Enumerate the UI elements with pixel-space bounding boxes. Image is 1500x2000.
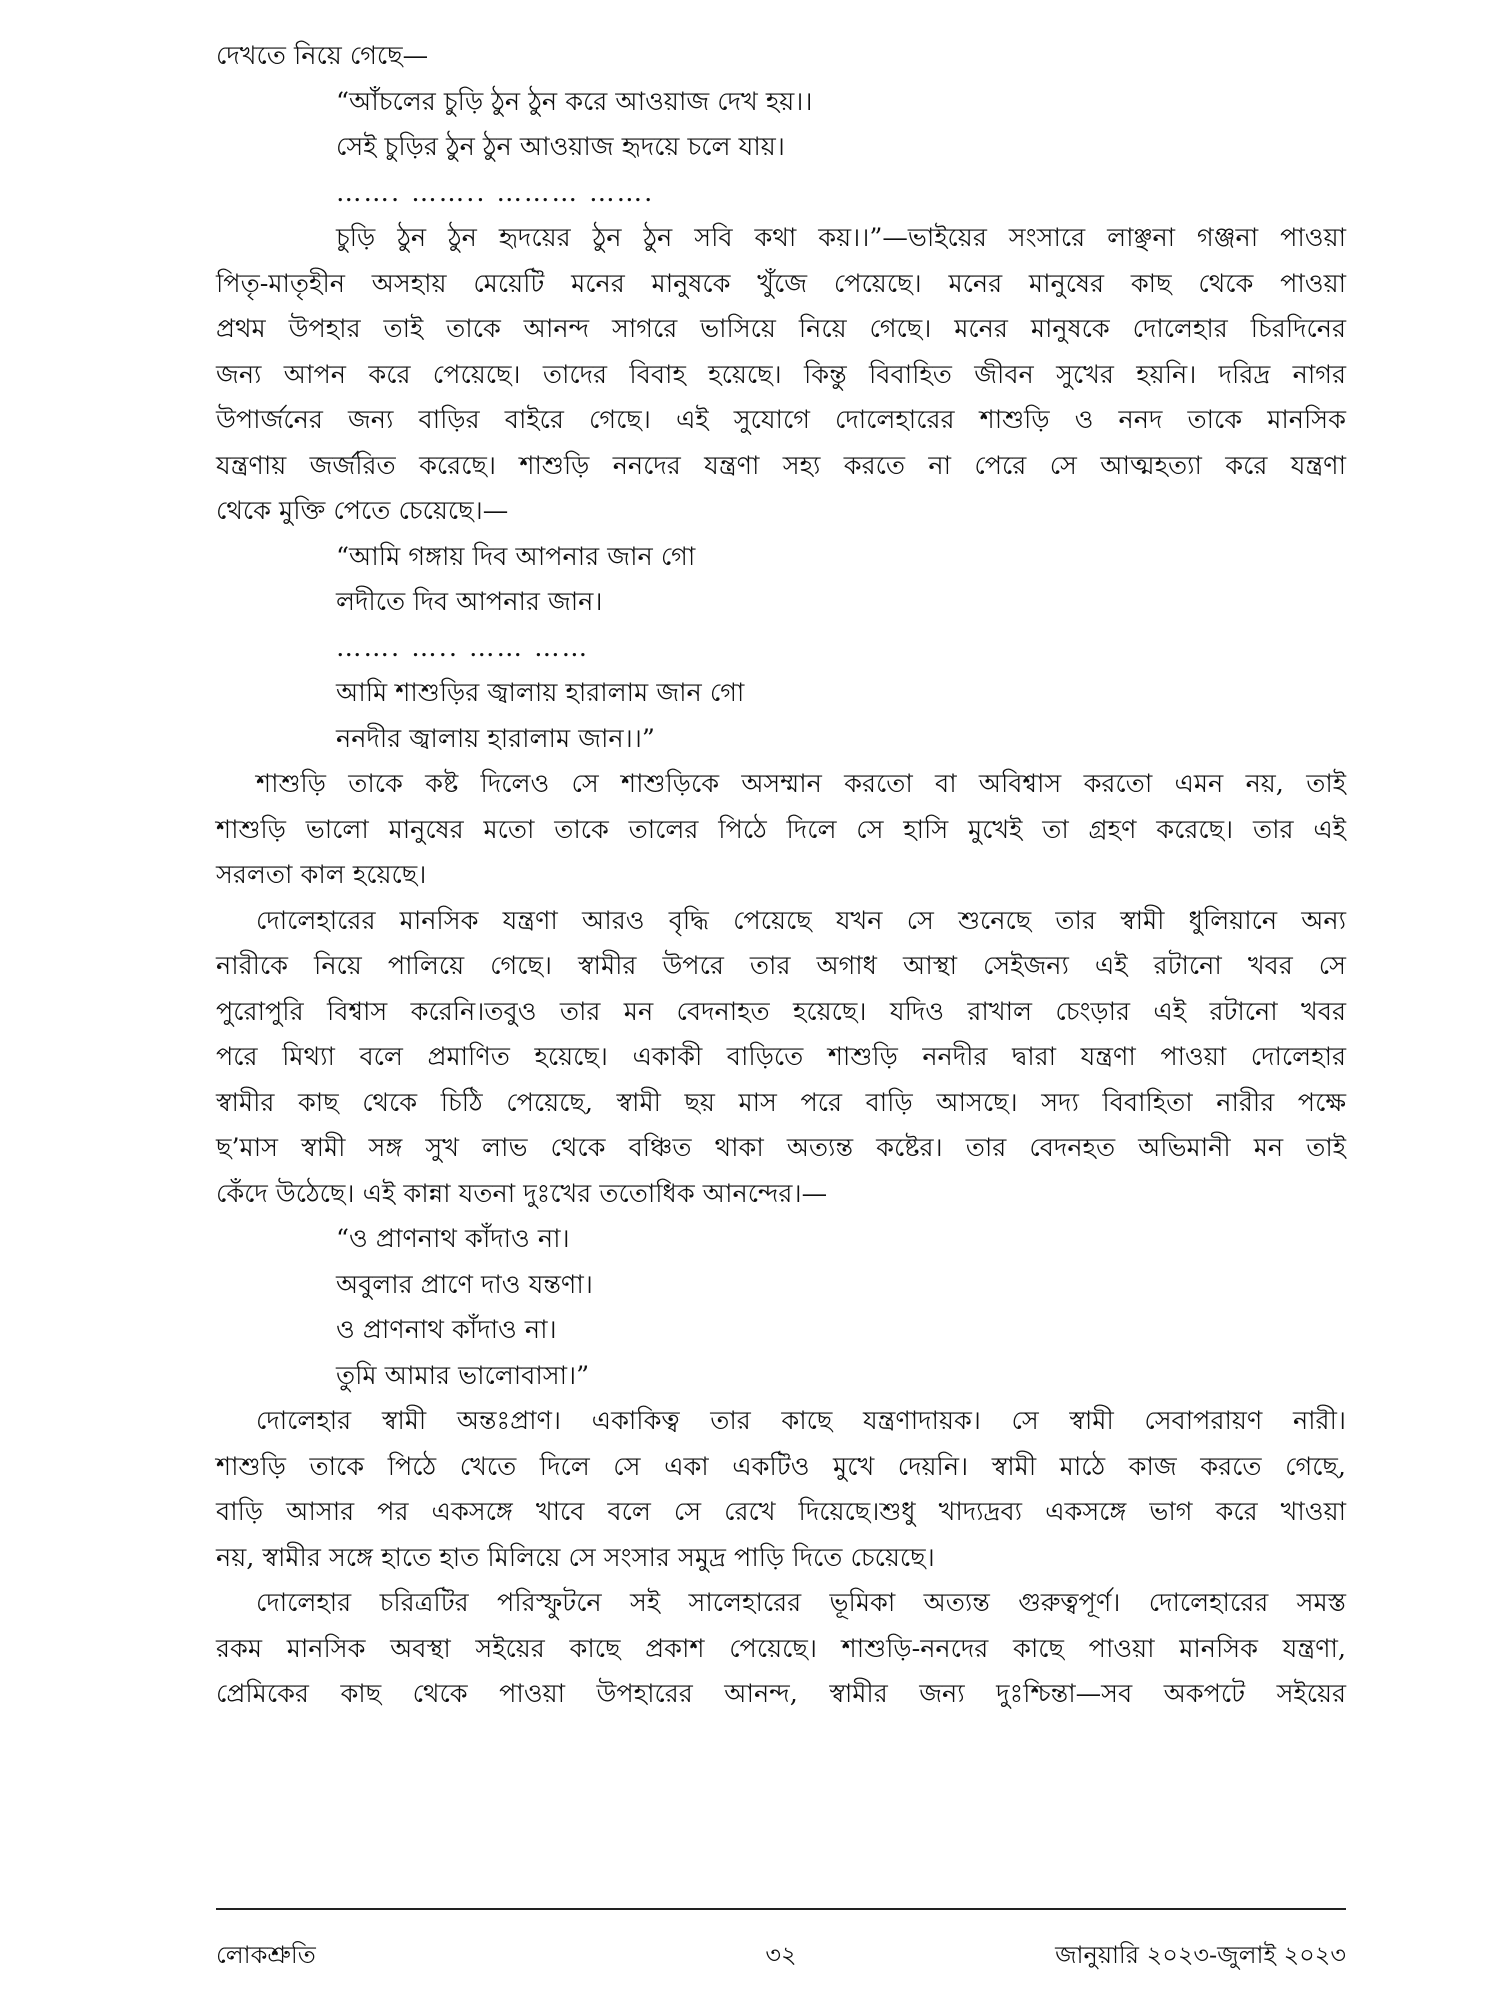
text-line: নয়, স্বামীর সঙ্গে হাতে হাত মিলিয়ে সে সংসার সমুদ্র পাড়ি দিতে চেয়েছে। [216, 1542, 935, 1573]
verse-line: তুমি আমার ভালোবাসা।” [336, 1360, 590, 1391]
text-line: চুড়ি ঠুন ঠুন হৃদয়ের ঠুন ঠুন সবি কথা কয়।।”—ভাইয়ের সংসারে লাঞ্ছনা গঞ্জনা পাওয়া [336, 223, 1346, 253]
text-line: প্রেমিকের কাছ থেকে পাওয়া উপহারের আনন্দ, স্বামীর জন্য দুঃশ্চিন্তা—সব অকপটে সইয়ের [216, 1679, 1346, 1709]
verse-line: অবুলার প্রাণে দাও যন্তণা। [336, 1269, 593, 1300]
text-line: রকম মানসিক অবস্থা সইয়ের কাছে প্রকাশ পেয়েছে। শাশুড়ি-ননদের কাছে পাওয়া মানসিক যন্ত্রণা, [216, 1633, 1346, 1664]
text-line: শাশুড়ি ভালো মানুষের মতো তাকে তালের পিঠে দিলে সে হাসি মুখেই তা গ্রহণ করেছে। তার এই [216, 814, 1346, 845]
text-line: শাশুড়ি তাকে কষ্ট দিলেও সে শাশুড়িকে অসম্মান করতো বা অবিশ্বাস করতো এমন নয়, তাই [256, 769, 1346, 799]
journal-name: লোকশ্রুতি [216, 1941, 316, 1969]
verse-line: “আমি গঙ্গায় দিব আপনার জান গো [336, 541, 696, 572]
text-line: থেকে মুক্তি পেতে চেয়েছে।— [216, 496, 509, 526]
text-line: যন্ত্রণায় জর্জরিত করেছে। শাশুড়ি ননদের যন্ত্রণা সহ্য করতে না পেরে সে আত্মহত্যা করে যন্ত্রণা [216, 450, 1346, 481]
text-line: পরে মিথ্যা বলে প্রমাণিত হয়েছে। একাকী বাড়িতে শাশুড়ি ননদীর দ্বারা যন্ত্রণা পাওয়া দোলেহার [216, 1042, 1346, 1072]
footer-divider [216, 1908, 1346, 1910]
text-line: পিতৃ-মাতৃহীন অসহায় মেয়েটি মনের মানুষকে খুঁজে পেয়েছে। মনের মানুষের কাছ থেকে পাওয়া [216, 268, 1346, 299]
text-line: দেখতে নিয়ে গেছে— [216, 41, 429, 71]
verse-line: ও প্রাণনাথ কাঁদাও না। [336, 1315, 557, 1345]
text-line: উপার্জনের জন্য বাড়ির বাইরে গেছে। এই সুযোগে দোলেহারের শাশুড়ি ও ননদ তাকে মানসিক [216, 405, 1346, 435]
text-line: প্রথম উপহার তাই তাকে আনন্দ সাগরে ভাসিয়ে নিয়ে গেছে। মনের মানুষকে দোলেহার চিরদিনের [216, 314, 1346, 344]
text-line: ছ’মাস স্বামী সঙ্গ সুখ লাভ থেকে বঞ্চিত থাকা অত্যন্ত কষ্টের। তার বেদনহত অভিমানী মন তাই [216, 1133, 1346, 1163]
page-footer [216, 1935, 1346, 1975]
verse-ellipsis: ……. ….. …… …… [336, 632, 590, 663]
text-line: দোলেহার স্বামী অন্তঃপ্রাণ। একাকিত্ব তার কাছে যন্ত্রণাদায়ক। সে স্বামী সেবাপরায়ণ নারী। [256, 1406, 1346, 1436]
page-number: ৩২ [765, 1941, 797, 1969]
verse-line: লদীতে দিব আপনার জান। [336, 587, 603, 617]
text-line: সরলতা কাল হয়েছে। [216, 860, 427, 890]
issue-date: জানুয়ারি ২০২৩-জুলাই ২০২৩ [1055, 1941, 1346, 1969]
body-text [216, 34, 1346, 1718]
verse-ellipsis: ……. …….. ……… ……. [336, 177, 655, 208]
text-line: বাড়ি আসার পর একসঙ্গে খাবে বলে সে রেখে দিয়েছে।শুধু খাদ্যদ্রব্য একসঙ্গে ভাগ করে খাওয়া [216, 1497, 1346, 1527]
verse-line: আমি শাশুড়ির জ্বালায় হারালাম জান গো [336, 678, 745, 708]
verse-line: ননদীর জ্বালায় হারালাম জান।।” [336, 723, 655, 754]
text-line: শাশুড়ি তাকে পিঠে খেতে দিলে সে একা একটিও মুখে দেয়নি। স্বামী মাঠে কাজ করতে গেছে, [216, 1451, 1346, 1482]
text-line: নারীকে নিয়ে পালিয়ে গেছে। স্বামীর উপরে তার অগাধ আস্থা সেইজন্য এই রটানো খবর সে [216, 951, 1346, 981]
verse-line: “আঁচলের চুড়ি ঠুন ঠুন করে আওয়াজ দেখ হয়।। [336, 86, 813, 117]
text-line: দোলেহারের মানসিক যন্ত্রণা আরও বৃদ্ধি পেয়েছে যখন সে শুনেছে তার স্বামী ধুলিয়ানে অন্য [256, 905, 1346, 936]
text-line: কেঁদে উঠেছে। এই কান্না যতনা দুঃখের ততোধিক আনন্দের।— [216, 1178, 828, 1209]
verse-line: সেই চুড়ির ঠুন ঠুন আওয়াজ হৃদয়ে চলে যায়। [336, 132, 785, 162]
text-line: স্বামীর কাছ থেকে চিঠি পেয়েছে, স্বামী ছয় মাস পরে বাড়ি আসছে। সদ্য বিবাহিতা নারীর পক্ষে [216, 1087, 1346, 1118]
text-line: দোলেহার চরিত্রটির পরিস্ফুটনে সই সালেহারের ভূমিকা অত্যন্ত গুরুত্বপূর্ণ। দোলেহারের সমস্ত [256, 1588, 1346, 1618]
verse-line: “ও প্রাণনাথ কাঁদাও না। [336, 1224, 570, 1254]
text-line: পুরোপুরি বিশ্বাস করেনি।তবুও তার মন বেদনাহত হয়েছে। যদিও রাখাল চেংড়ার এই রটানো খবর [216, 996, 1346, 1027]
text-line: জন্য আপন করে পেয়েছে। তাদের বিবাহ হয়েছে। কিন্তু বিবাহিত জীবন সুখের হয়নি। দরিদ্র নাগর [216, 359, 1346, 390]
